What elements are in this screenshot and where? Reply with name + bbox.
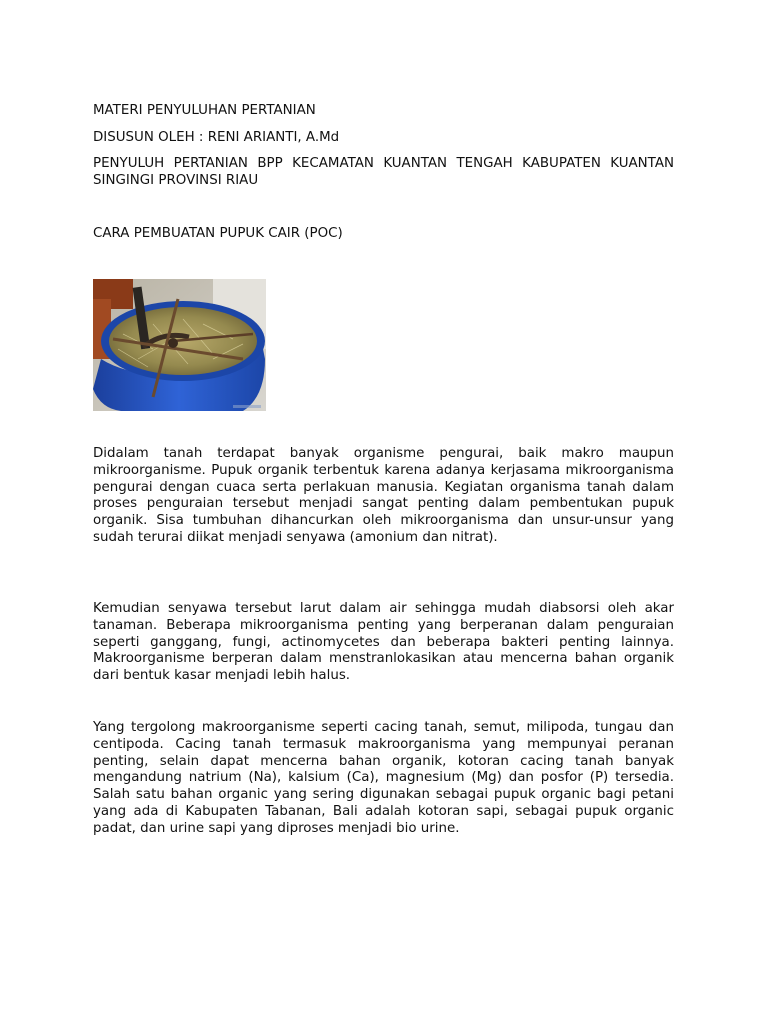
header-title: MATERI PENYULUHAN PERTANIAN <box>93 103 316 118</box>
paragraph-2: Kemudian senyawa tersebut larut dalam air sehingga mudah diabsorsi oleh akar tanaman. Beberapa mikroorganisma penting yang berperanan dalam penguraian seperti ganggang, fungi, actinomycetes dan beberapa bakteri penting lainnya. Makroorganisme berperan dalam menstranlokasikan atau mencerna bahan organik dari bentuk kasar menjadi lebih halus. <box>93 601 674 684</box>
header-author: DISUSUN OLEH : RENI ARIANTI, A.Md <box>93 130 340 145</box>
paragraph-1: Didalam tanah terdapat banyak organisme pengurai, baik makro maupun mikroorganisme. Pupuk organik terbentuk karena adanya kerjasama mikroorganisma pengurai dengan cuaca serta perlakuan manusia. Kegiatan organisma tanah dalam proses penguraian tersebut menjadi sangat penting dalam pembentukan pupuk organik. Sisa tumbuhan dihancurkan oleh mikroorganisma dan unsur-unsur yang sudah terurai diikat menjadi senyawa (amonium dan nitrat). <box>93 446 674 545</box>
document-title: CARA PEMBUATAN PUPUK CAIR (POC) <box>93 226 343 241</box>
compost-barrel-photo <box>93 279 266 411</box>
header-affiliation: PENYULUH PERTANIAN BPP KECAMATAN KUANTAN TENGAH KABUPATEN KUANTAN SINGINGI PROVINSI RIAU <box>93 156 674 188</box>
paragraph-3: Yang tergolong makroorganisme seperti cacing tanah, semut, milipoda, tungau dan centipoda. Cacing tanah termasuk makroorganisma yang mempunyai peranan penting, selain dapat mencerna bahan organik, kotoran cacing tanah banyak mengandung natrium (Na), kalsium (Ca), magnesium (Mg) dan posfor (P) tersedia. Salah satu bahan organic yang sering digunakan sebagai pupuk organic bagi petani yang ada di Kabupaten Tabanan, Bali adalah kotoran sapi, sebagai pupuk organic padat, dan urine sapi yang diproses menjadi bio urine. <box>93 720 674 836</box>
